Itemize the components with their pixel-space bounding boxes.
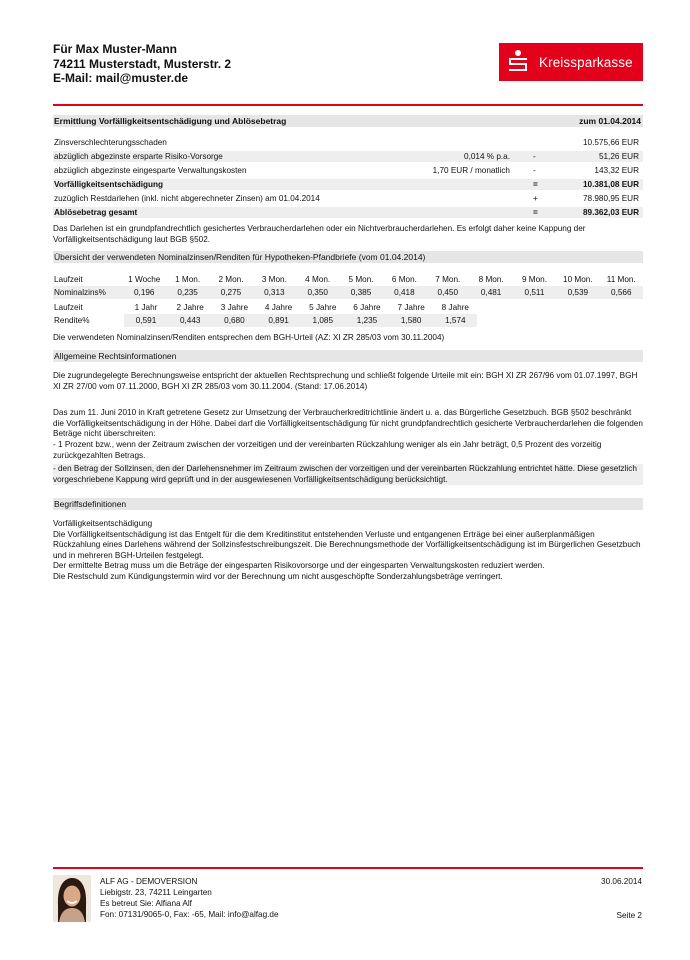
- legal-paragraph: - den Betrag der Sollzinsen, den der Darlehensnehmer im Zeitraum zwischen der vorzeitigen und der vereinbarten Rückzahlung entrichtet hätte. Diese gesetzlich vorgeschriebene Kappung wird geprüft und in der ausgewiesenen Vorfälligkeitsentschädigung berücksichtigt.: [53, 464, 643, 485]
- definition-term: Vorfälligkeitsentschädigung: [53, 519, 153, 528]
- table-row: Nominalzins% 0,196 0,235 0,275 0,313 0,350 0,385 0,418 0,450 0,481 0,511 0,539 0,566: [53, 286, 643, 299]
- legal-paragraph: Die zugrundegelegte Berechnungsweise entspricht der aktuellen Rechtsprechung und schließt folgende Urteile mit ein: BGH XI ZR 267/96 vom 01.07.1997, BGH XI ZR 27/00 vom 07.11.2000, BGH XI ZR 285/03 vom 30.11.2004. (Stand: 17.06.2014): [53, 371, 638, 391]
- definition-text: Der ermittelte Betrag muss um die Beträge der eingesparten Risikovorsorge und der eingesparten Verwaltungskosten reduziert werden.: [53, 561, 545, 570]
- legal-paragraph: Das zum 11. Juni 2010 in Kraft getretene Gesetz zur Umsetzung der Verbraucherkreditrichtlinie ändert u. a. das Bürgerliche Gesetzbuch. BGB §502 beschränkt die Vorfälligkeitsentschädigung in der Höhe. Dabei darf die Vorfälligkeitsentschädigung für nicht grundpfandrechtlich gesicherte Verbraucherdarlehen die folgenden Beträge nicht überschreiten:: [53, 408, 643, 438]
- table-row: Rendite% 0,591 0,443 0,680 0,891 1,085 1,235 1,580 1,574: [53, 314, 643, 327]
- definitions-section-header: [53, 498, 643, 510]
- legal-section-header: [53, 350, 643, 362]
- rates-note: Die verwendeten Nominalzinsen/Renditen entsprechen dem BGH-Urteil (AZ: XI ZR 285/03 vom 30.11.2004): [53, 333, 445, 342]
- rates-section-header: [53, 251, 643, 263]
- header-divider: [53, 104, 643, 106]
- footer-advisor: Es betreut Sie: Alfiana Alf: [100, 899, 192, 908]
- calc-row: Ablösebetrag gesamt = 89.362,03 EUR: [53, 207, 643, 218]
- recipient-email: E-Mail: mail@muster.de: [53, 71, 189, 85]
- calc-row: zuzüglich Restdarlehen (inkl. nicht abgerechneter Zinsen) am 01.04.2014 + 78.980,95 EUR: [54, 194, 639, 203]
- footer-company: ALF AG - DEMOVERSION: [100, 877, 198, 886]
- table-row: Laufzeit 1 Woche 1 Mon. 2 Mon. 3 Mon. 4 Mon. 5 Mon. 6 Mon. 7 Mon. 8 Mon. 9 Mon. 10 Mon. 11 Mon.: [54, 275, 636, 284]
- definitions-title: Begriffsdefinitionen: [54, 499, 127, 509]
- calc-row: abzüglich abgezinste ersparte Risiko-Vorsorge 0,014 % p.a. - 51,26 EUR: [53, 151, 643, 162]
- calc-section-header: [53, 115, 643, 127]
- table-row: Laufzeit 1 Jahr 2 Jahre 3 Jahre 4 Jahre 5 Jahre 6 Jahre 7 Jahre 8 Jahre: [54, 303, 469, 312]
- rates-title: Übersicht der verwendeten Nominalzinsen/Renditen für Hypotheken-Pfandbriefe (vom 01.04.2014): [54, 252, 426, 262]
- definition-text: Die Vorfälligkeitsentschädigung ist das Entgelt für die dem Kreditinstitut entstehenden Verluste und entgangenen Erträge bei einer außerplanmäßigen Rückzahlung eines Darlehens während der Sollzinsfestschreibungszeit. Die Berechnungsmethode der Vorfälligkeitsentschädigung ist im Bürgerlichen Gesetzbuch und in mehreren BGH-Urteilen festgelegt.: [53, 529, 641, 560]
- calc-title: Ermittlung Vorfälligkeitsentschädigung und Ablösebetrag: [54, 116, 287, 126]
- advisor-photo: [53, 875, 91, 922]
- calc-date: zum 01.04.2014: [579, 116, 641, 126]
- sparkasse-s-icon: [505, 49, 531, 75]
- footer-street: Liebigstr. 23, 74211 Leingarten: [100, 888, 212, 897]
- calc-row: Vorfälligkeitsentschädigung = 10.381,08 EUR: [53, 179, 643, 190]
- bank-name: Kreissparkasse: [539, 54, 633, 70]
- legal-paragraph: - 1 Prozent bzw., wenn der Zeitraum zwischen der vorzeitigen und der vereinbarten Rückzahlung weniger als ein Jahr beträgt, 0,5 Prozent des vorzeitig zurückgezahlten Betrags.: [53, 440, 602, 460]
- footer-divider: [53, 867, 643, 869]
- legal-title: Allgemeine Rechtsinformationen: [54, 351, 177, 361]
- advisor-portrait-icon: [53, 875, 91, 922]
- definition-text: Die Restschuld zum Kündigungstermin wird vor der Berechnung um nicht ausgeschöpfte Sonderzahlungsbeträge verringert.: [53, 571, 503, 581]
- bank-logo: [499, 43, 643, 81]
- calc-row: Zinsverschlechterungsschaden 10.575,66 EUR: [54, 138, 639, 147]
- definition-block: [53, 519, 643, 582]
- recipient-name: Für Max Muster-Mann: [53, 42, 178, 56]
- rates-table-short: [53, 273, 643, 299]
- calc-row: abzüglich abgezinste eingesparte Verwaltungskosten 1,70 EUR / monatlich - 143,32 EUR: [54, 166, 639, 175]
- recipient-address: [53, 42, 231, 86]
- page-number: Seite 2: [616, 911, 642, 920]
- footer-phone: Fon: 07131/9065-0, Fax: -65, Mail: info@alfag.de: [100, 910, 279, 919]
- footer-contact: [100, 876, 279, 920]
- rates-table-long: [53, 301, 643, 327]
- footer-date: 30.06.2014: [601, 877, 642, 886]
- calc-note: Das Darlehen ist ein grundpfandrechtlich gesichertes Verbraucherdarlehen oder ein Nichtverbraucherdarlehen. Es erfolgt daher keine Kappung der Vorfälligkeitsentschädigung laut BGB §502.: [53, 224, 586, 244]
- recipient-street: 74211 Musterstadt, Musterstr. 2: [53, 56, 232, 71]
